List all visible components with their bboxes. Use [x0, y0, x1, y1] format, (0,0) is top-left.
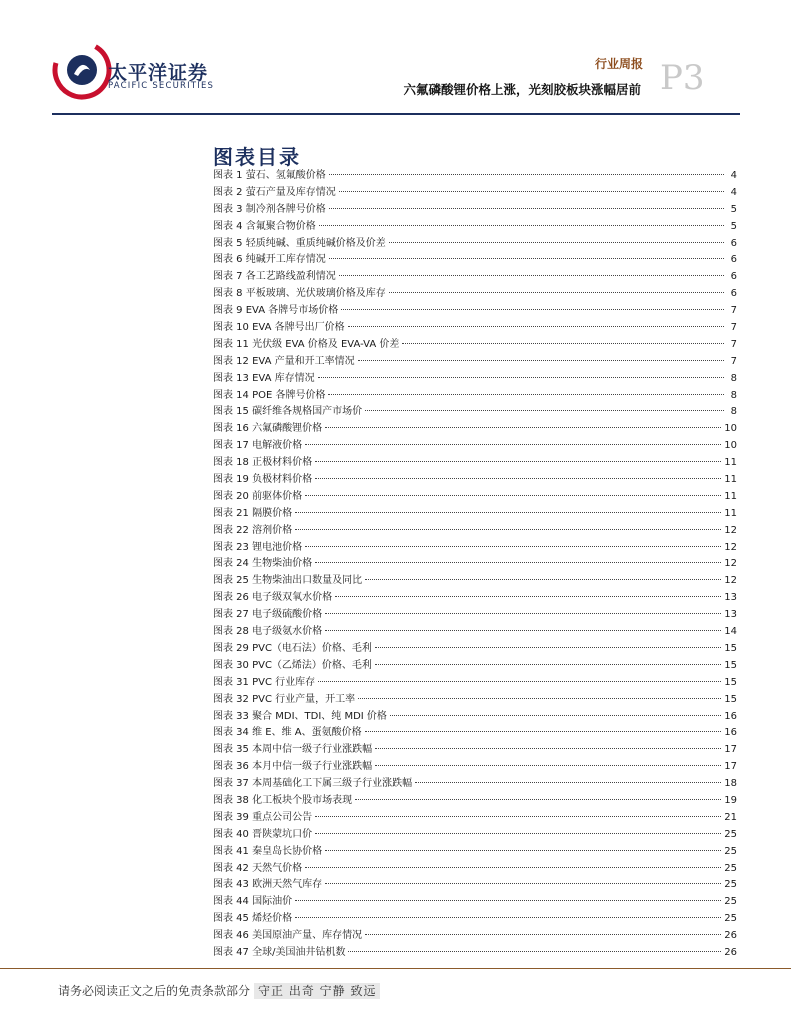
- toc-entry-label: 图表 36 本月中信一级子行业涨跌幅: [213, 761, 373, 773]
- toc-entry-page: 7: [730, 322, 737, 334]
- toc-leader-dots: [325, 883, 721, 884]
- toc-entry[interactable]: [213, 607, 737, 624]
- toc-entry-page: 16: [724, 727, 737, 739]
- toc-entry[interactable]: [213, 286, 737, 303]
- toc-entry-page: 17: [724, 744, 737, 756]
- toc-entry[interactable]: [213, 827, 737, 844]
- toc-entry[interactable]: [213, 658, 737, 675]
- toc-entry-label: 图表 42 天然气价格: [213, 862, 303, 874]
- toc-entry[interactable]: [213, 168, 737, 185]
- toc-entry-label: 图表 29 PVC（电石法）价格、毛利: [213, 642, 372, 654]
- toc-leader-dots: [315, 461, 721, 462]
- toc-entry-label: 图表 4 含氟聚合物价格: [213, 220, 316, 232]
- toc-leader-dots: [415, 782, 721, 783]
- toc-leader-dots: [358, 698, 721, 699]
- company-motto: 守正 出奇 宁静 致远: [254, 983, 380, 999]
- toc-entry-page: 6: [730, 271, 737, 283]
- toc-entry-label: 图表 3 制冷剂各牌号价格: [213, 203, 326, 215]
- toc-entry[interactable]: [213, 810, 737, 827]
- toc-leader-dots: [329, 174, 724, 175]
- toc-entry-label: 图表 15 碳纤维各规格国产市场价: [213, 406, 363, 418]
- toc-leader-dots: [348, 326, 724, 327]
- toc-entry-page: 6: [730, 288, 737, 300]
- toc-leader-dots: [365, 579, 721, 580]
- toc-leader-dots: [389, 292, 724, 293]
- toc-leader-dots: [295, 900, 721, 901]
- toc-entry[interactable]: [213, 506, 737, 523]
- toc-entry-label: 图表 10 EVA 各牌号出厂价格: [213, 322, 345, 334]
- toc-entry-page: 15: [724, 693, 737, 705]
- toc-leader-dots: [295, 917, 721, 918]
- toc-entry[interactable]: [213, 540, 737, 557]
- toc-entry-label: 图表 45 烯烃价格: [213, 913, 293, 925]
- brand-name-cn: 太平洋证券: [108, 62, 209, 84]
- toc-entry-label: 图表 21 隔膜价格: [213, 507, 293, 519]
- toc-leader-dots: [325, 427, 721, 428]
- toc-entry-label: 图表 31 PVC 行业库存: [213, 676, 316, 688]
- toc-entry-page: 7: [730, 338, 737, 350]
- toc-leader-dots: [365, 410, 724, 411]
- toc-entry[interactable]: [213, 742, 737, 759]
- toc-entry-page: 10: [724, 440, 737, 452]
- toc-entry-label: 图表 23 锂电池价格: [213, 541, 303, 553]
- toc-leader-dots: [305, 546, 721, 547]
- toc-leader-dots: [335, 596, 721, 597]
- toc-entry-page: 11: [724, 457, 737, 469]
- toc-entry-page: 25: [724, 828, 737, 840]
- toc-entry-label: 图表 14 POE 各牌号价格: [213, 389, 326, 401]
- toc-leader-dots: [355, 799, 721, 800]
- toc-entry-page: 25: [724, 896, 737, 908]
- toc-entry-page: 6: [730, 254, 737, 266]
- toc-leader-dots: [375, 647, 721, 648]
- toc-entry[interactable]: [213, 877, 737, 894]
- toc-entry-label: 图表 44 国际油价: [213, 896, 293, 908]
- toc-entry-label: 图表 27 电子级硫酸价格: [213, 609, 323, 621]
- toc-entry[interactable]: [213, 759, 737, 776]
- toc-entry[interactable]: [213, 675, 737, 692]
- toc-entry[interactable]: [213, 455, 737, 472]
- toc-entry-label: 图表 30 PVC（乙烯法）价格、毛利: [213, 659, 372, 671]
- toc-entry[interactable]: [213, 523, 737, 540]
- toc-leader-dots: [325, 630, 721, 631]
- toc-entry[interactable]: [213, 641, 737, 658]
- toc-leader-dots: [375, 664, 721, 665]
- toc-entry[interactable]: [213, 337, 737, 354]
- toc-entry[interactable]: [213, 911, 737, 928]
- toc-leader-dots: [339, 275, 724, 276]
- toc-entry[interactable]: [213, 269, 737, 286]
- toc-entry-label: 图表 34 维 E、维 A、蛋氨酸价格: [213, 727, 362, 739]
- toc-leader-dots: [365, 731, 722, 732]
- toc-entry-page: 15: [724, 676, 737, 688]
- disclaimer-text: 请务必阅读正文之后的免责条款部分: [58, 984, 251, 998]
- toc-entry-label: 图表 25 生物柴油出口数量及同比: [213, 575, 363, 587]
- toc-entry[interactable]: [213, 404, 737, 421]
- toc-entry[interactable]: [213, 573, 737, 590]
- toc-entry-page: 5: [730, 220, 737, 232]
- toc-entry-page: 17: [724, 761, 737, 773]
- toc-leader-dots: [348, 951, 721, 952]
- toc-leader-dots: [375, 765, 721, 766]
- toc-entry-page: 25: [724, 879, 737, 891]
- toc-entry[interactable]: [213, 320, 737, 337]
- toc-entry-label: 图表 7 各工艺路线盈利情况: [213, 271, 336, 283]
- page-footer: [58, 982, 380, 999]
- toc-entry-page: 12: [724, 524, 737, 536]
- toc-leader-dots: [389, 242, 724, 243]
- toc-entry-label: 图表 6 纯碱开工库存情况: [213, 254, 326, 266]
- report-type: 行业周报: [594, 57, 643, 71]
- toc-entry-page: 26: [724, 930, 737, 942]
- toc-leader-dots: [295, 512, 721, 513]
- page-header: [0, 0, 791, 120]
- toc-entry-label: 图表 18 正极材料价格: [213, 457, 313, 469]
- toc-entry-label: 图表 46 美国原油产量、库存情况: [213, 930, 363, 942]
- toc-entry[interactable]: [213, 438, 737, 455]
- toc-entry-label: 图表 24 生物柴油价格: [213, 558, 313, 570]
- toc-leader-dots: [390, 715, 721, 716]
- toc-entry-label: 图表 37 本周基础化工下属三级子行业涨跌幅: [213, 778, 413, 790]
- toc-entry-page: 26: [724, 946, 737, 958]
- toc-entry-label: 图表 16 六氟磷酸锂价格: [213, 423, 323, 435]
- toc-entry-page: 8: [730, 406, 737, 418]
- toc-leader-dots: [305, 867, 721, 868]
- toc-entry-page: 13: [724, 609, 737, 621]
- toc-entry-page: 14: [724, 626, 737, 638]
- toc-entry-page: 8: [730, 389, 737, 401]
- toc-entry[interactable]: [213, 388, 737, 405]
- toc-entry-label: 图表 9 EVA 各牌号市场价格: [213, 305, 339, 317]
- toc-entry[interactable]: [213, 844, 737, 861]
- toc-entry-page: 25: [724, 913, 737, 925]
- toc-entry-page: 7: [730, 355, 737, 367]
- toc-entry-label: 图表 22 溶剂价格: [213, 524, 293, 536]
- toc-entry-label: 图表 17 电解液价格: [213, 440, 303, 452]
- toc-entry-page: 6: [730, 237, 737, 249]
- toc-leader-dots: [305, 495, 721, 496]
- toc-entry-label: 图表 32 PVC 行业产量，开工率: [213, 693, 356, 705]
- toc-leader-dots: [339, 191, 724, 192]
- toc-leader-dots: [315, 562, 721, 563]
- toc-leader-dots: [328, 394, 724, 395]
- toc-entry-page: 12: [724, 558, 737, 570]
- toc-entry[interactable]: [213, 472, 737, 489]
- toc-entry-label: 图表 40 晋陕蒙坑口价: [213, 828, 313, 840]
- toc-leader-dots: [341, 309, 724, 310]
- toc-entry-label: 图表 19 负极材料价格: [213, 474, 313, 486]
- toc-entry[interactable]: [213, 236, 737, 253]
- toc-entry[interactable]: [213, 709, 737, 726]
- toc-entry[interactable]: [213, 202, 737, 219]
- toc-entry-label: 图表 38 化工板块个股市场表现: [213, 794, 353, 806]
- toc-entry[interactable]: [213, 624, 737, 641]
- toc-entry[interactable]: [213, 371, 737, 388]
- toc-entry-label: 图表 5 轻质纯碱、重质纯碱价格及价差: [213, 237, 386, 249]
- toc-leader-dots: [318, 377, 724, 378]
- toc-entry[interactable]: [213, 692, 737, 709]
- toc-entry-label: 图表 28 电子级氨水价格: [213, 626, 323, 638]
- toc-entry-label: 图表 1 萤石、氢氟酸价格: [213, 170, 326, 181]
- toc-entry[interactable]: [213, 303, 737, 320]
- page-number-mark: P3: [660, 58, 705, 98]
- toc-entry[interactable]: [213, 793, 737, 810]
- toc-leader-dots: [305, 444, 721, 445]
- toc-entry-label: 图表 35 本周中信一级子行业涨跌幅: [213, 744, 373, 756]
- toc-entry[interactable]: [213, 185, 737, 202]
- toc-entry-page: 12: [724, 541, 737, 553]
- toc-leader-dots: [318, 681, 721, 682]
- toc-entry[interactable]: [213, 354, 737, 371]
- toc-entry-page: 18: [724, 778, 737, 790]
- toc-entry[interactable]: [213, 894, 737, 911]
- toc-entry-page: 16: [724, 710, 737, 722]
- toc-entry[interactable]: [213, 945, 737, 962]
- toc-entry-label: 图表 11 光伏级 EVA 价格及 EVA-VA 价差: [213, 338, 400, 350]
- toc-entry-label: 图表 2 萤石产量及库存情况: [213, 186, 336, 198]
- toc-entry[interactable]: [213, 421, 737, 438]
- pacific-securities-logo-icon: [52, 40, 112, 100]
- toc-entry-label: 图表 39 重点公司公告: [213, 811, 313, 823]
- report-headline: 六氟磷酸锂价格上涨，光刻胶板块涨幅居前: [403, 82, 641, 97]
- toc-entry-page: 25: [724, 845, 737, 857]
- toc-entry-label: 图表 33 聚合 MDI、TDI、纯 MDI 价格: [213, 710, 387, 722]
- toc-entry-label: 图表 20 前驱体价格: [213, 490, 303, 502]
- toc-leader-dots: [325, 850, 721, 851]
- toc-entry-page: 4: [730, 186, 737, 198]
- toc-entry-page: 19: [724, 794, 737, 806]
- toc-list: [213, 168, 737, 962]
- toc-leader-dots: [329, 208, 724, 209]
- toc-leader-dots: [329, 258, 724, 259]
- toc-entry[interactable]: [213, 725, 737, 742]
- header-divider: [52, 113, 740, 115]
- toc-entry-page: 7: [730, 305, 737, 317]
- toc-entry[interactable]: [213, 861, 737, 878]
- toc-entry-label: 图表 47 全球/美国油井钻机数: [213, 946, 346, 958]
- toc-leader-dots: [402, 343, 724, 344]
- toc-leader-dots: [365, 934, 721, 935]
- toc-leader-dots: [375, 748, 721, 749]
- brand-name-en: PACIFIC SECURITIES: [108, 81, 215, 91]
- toc-entry[interactable]: [213, 219, 737, 236]
- toc-entry-page: 11: [724, 507, 737, 519]
- toc-title: 图表目录: [213, 145, 301, 169]
- toc-entry-label: 图表 8 平板玻璃、光伏玻璃价格及库存: [213, 288, 386, 300]
- toc-entry-page: 5: [730, 203, 737, 215]
- toc-leader-dots: [358, 360, 724, 361]
- toc-entry[interactable]: [213, 928, 737, 945]
- toc-entry-page: 15: [724, 659, 737, 671]
- toc-leader-dots: [315, 833, 721, 834]
- toc-entry[interactable]: [213, 590, 737, 607]
- toc-entry[interactable]: [213, 489, 737, 506]
- toc-entry-page: 12: [724, 575, 737, 587]
- toc-entry-page: 4: [730, 170, 737, 181]
- toc-leader-dots: [315, 816, 721, 817]
- toc-leader-dots: [315, 478, 721, 479]
- toc-entry-page: 11: [724, 474, 737, 486]
- toc-entry-label: 图表 43 欧洲天然气库存: [213, 879, 323, 891]
- toc-entry-label: 图表 13 EVA 库存情况: [213, 372, 315, 384]
- toc-entry-page: 11: [724, 490, 737, 502]
- footer-divider: [0, 968, 791, 969]
- toc-entry-page: 8: [730, 372, 737, 384]
- toc-entry[interactable]: [213, 252, 737, 269]
- toc-entry[interactable]: [213, 556, 737, 573]
- toc-entry-label: 图表 41 秦皇岛长协价格: [213, 845, 323, 857]
- toc-entry-page: 25: [724, 862, 737, 874]
- toc-entry-page: 21: [724, 811, 737, 823]
- toc-entry-label: 图表 12 EVA 产量和开工率情况: [213, 355, 355, 367]
- toc-entry-page: 10: [724, 423, 737, 435]
- toc-entry-page: 13: [724, 592, 737, 604]
- toc-leader-dots: [295, 529, 721, 530]
- toc-leader-dots: [325, 613, 721, 614]
- toc-entry[interactable]: [213, 776, 737, 793]
- toc-entry-label: 图表 26 电子级双氧水价格: [213, 592, 333, 604]
- toc-leader-dots: [319, 225, 724, 226]
- toc-entry-page: 15: [724, 642, 737, 654]
